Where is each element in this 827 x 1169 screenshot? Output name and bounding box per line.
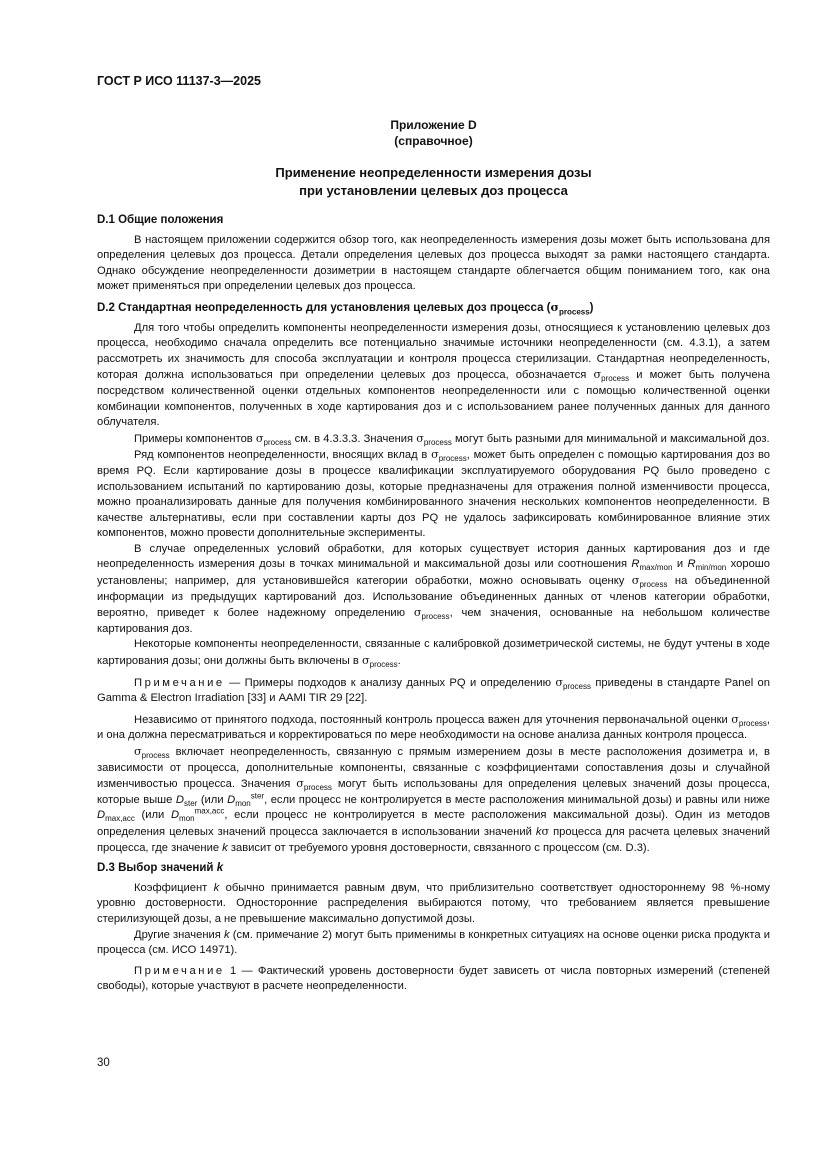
d2-paragraph-6: Независимо от принятого подхода, постоянный контроль процесса важен для уточнения первоначальной оценки $\sigma_{process}$, и она должна пересматриваться и корректироваться по мере необходимости на основе анализа данных контроля процесса. [97, 712, 770, 742]
section-heading-d3: D.3 Выбор значений k [97, 862, 224, 875]
d3-note-1: Примечание 1 — Фактический уровень достоверности будет зависеть от числа повторных измерений (степеней свободы), которые участвуют в расчете неопределенности. [97, 964, 770, 993]
d1-paragraph-1: В настоящем приложении содержится обзор того, как неопределенность измерения дозы может быть использована для определения целевых доз процесса. Детали определения целевых доз процесса выходят за рамки настоящего стандарта. Однако обсуждение неопределенности дозиметрии в настоящем стандарте облегчается общим пониманием того, как она может применяться при определении целевых доз процесса. [97, 233, 770, 293]
document-body [97, 213, 770, 995]
title-line-2: при установлении целевых доз процесса [299, 183, 568, 198]
section-heading-d1: D.1 Общие положения [97, 214, 224, 226]
d2-paragraph-7: $\sigma_{process}$ включает неопределенность, связанную с прямым измерением дозы в месте расположения дозиметра и, в зависимости от процесса, дополнительные компоненты, связанные с коэффициентами сопоставления дозы и случайной изменчивостью процесса. Значения $\sigma_{process}$ могут быть использованы для определения целевых значений дозы процесса, которые выше $D_{ster}$ (или $D_{mon}^{ster}$, если процесс не контролируется в месте расположения минимальной дозы) и равны или ниже $D_{max,acc}$ (или $D_{mon}^{max,acc}$, если процесс не контролируется в месте расположения максимальной дозы). Один из методов определения целевых значений процесса заключается в использовании значений kσ процесса для расчета целевых значений процесса, где значение k зависит от требуемого уровня достоверности, связанного с процессом (см. D.3). [97, 745, 771, 854]
note-label: Примечание [134, 964, 225, 977]
document-header: ГОСТ Р ИСО 11137-3—2025 [97, 74, 261, 88]
d2-paragraph-1: Для того чтобы определить компоненты неопределенности измерения дозы, относящиеся к установлению целевых доз процесса, необходимо сначала определить все потенциально значимые источники неопределенности (см. 4.3.1), а затем рассмотреть их значимость для способа эксплуатации и контроля процесса стерилизации. Стандартная неопределенность, которая должна использоваться при определении целевых доз процесса, обозначается $\sigma_{process}$ и может быть получена посредством количественной оценки отдельных компонентов неопределенности или с помощью количественной оценки комбинации компонентов, полученных в ходе картирования доз и с использованием ранее полученных данных для данного облучателя. [97, 321, 771, 429]
d2-note: Примечание — Примеры подходов к анализу данных PQ и определению $\sigma_{process}$ приведены в стандарте Panel on Gamma & Electron Irradiation [33] и AAMI TIR 29 [22]. [97, 675, 770, 705]
title-line-1: Применение неопределенности измерения дозы [275, 165, 592, 180]
appendix-title: Приложение D [390, 118, 477, 132]
d3-paragraph-2: Другие значения k (см. примечание 2) могут быть применимы в конкретных ситуациях на основе оценки риска продукта и процесса (см. ИСО 14971). [97, 928, 770, 957]
d2-paragraph-5: Некоторые компоненты неопределенности, связанные с калибровкой дозиметрической системы, не будут учтены в ходе картирования дозы; они должны быть включены в $\sigma_{process}$. [97, 638, 770, 670]
d2-paragraph-4: В случае определенных условий обработки, для которых существует история данных картирования доз и где неопределенность измерения дозы в точках минимальной и максимальной дозы или соотношения $R_{max/mon}$ и $R_{min/mon}$ хорошо установлены; например, для установившейся категории обработки, можно основывать оценку $\sigma_{process}$ на объединенной информации из предыдущих картирований доз. Использование объединенных данных от членов категории обработки, вероятно, приведет к более надежному определению $\sigma_{process}$, чем значения, основанные на небольшом количестве картирования доз. [97, 542, 770, 635]
section-heading-d2: D.2 Стандартная неопределенность для установления целевых доз процесса $(\sigma_{process})$ [97, 299, 594, 317]
appendix-heading [97, 117, 770, 149]
appendix-kind: (справочное) [394, 134, 473, 148]
d3-paragraph-1: Коэффициент k обычно принимается равным двум, что приблизительно соответствует одностороннему 98 %-ному уровню достоверности. Односторонние распределения выбираются потому, что требованием является превышение стерилизующей дозы, а не превышение максимально допустимой дозы. [97, 881, 770, 925]
note-label: Примечание [134, 676, 225, 689]
document-title [97, 164, 770, 200]
d2-paragraph-3: Ряд компонентов неопределенности, вносящих вклад в $\sigma_{process}$, может быть определен с помощью картирования доз во время PQ. Если картирование дозы в процессе квалификации эксплуатируемого оборудования PQ было проведено с использованием испытаний по картированию дозы, которые предназначены для отражения полной изменчивости процесса, можно проанализировать данные для получения комбинированного значения нескольких компонентов неопределенности. В качестве альтернативы, если при составлении карты доз PQ не удалось зафиксировать комбинированное влияние этих компонентов, можно провести дополнительные эксперименты. [97, 448, 770, 540]
d2-paragraph-2: Примеры компонентов $\sigma_{process}$ см. в 4.3.3.3. Значения $\sigma_{process}$ могут быть разными для минимальной и максимальной доз. [134, 431, 770, 447]
page-number: 30 [97, 1057, 110, 1069]
